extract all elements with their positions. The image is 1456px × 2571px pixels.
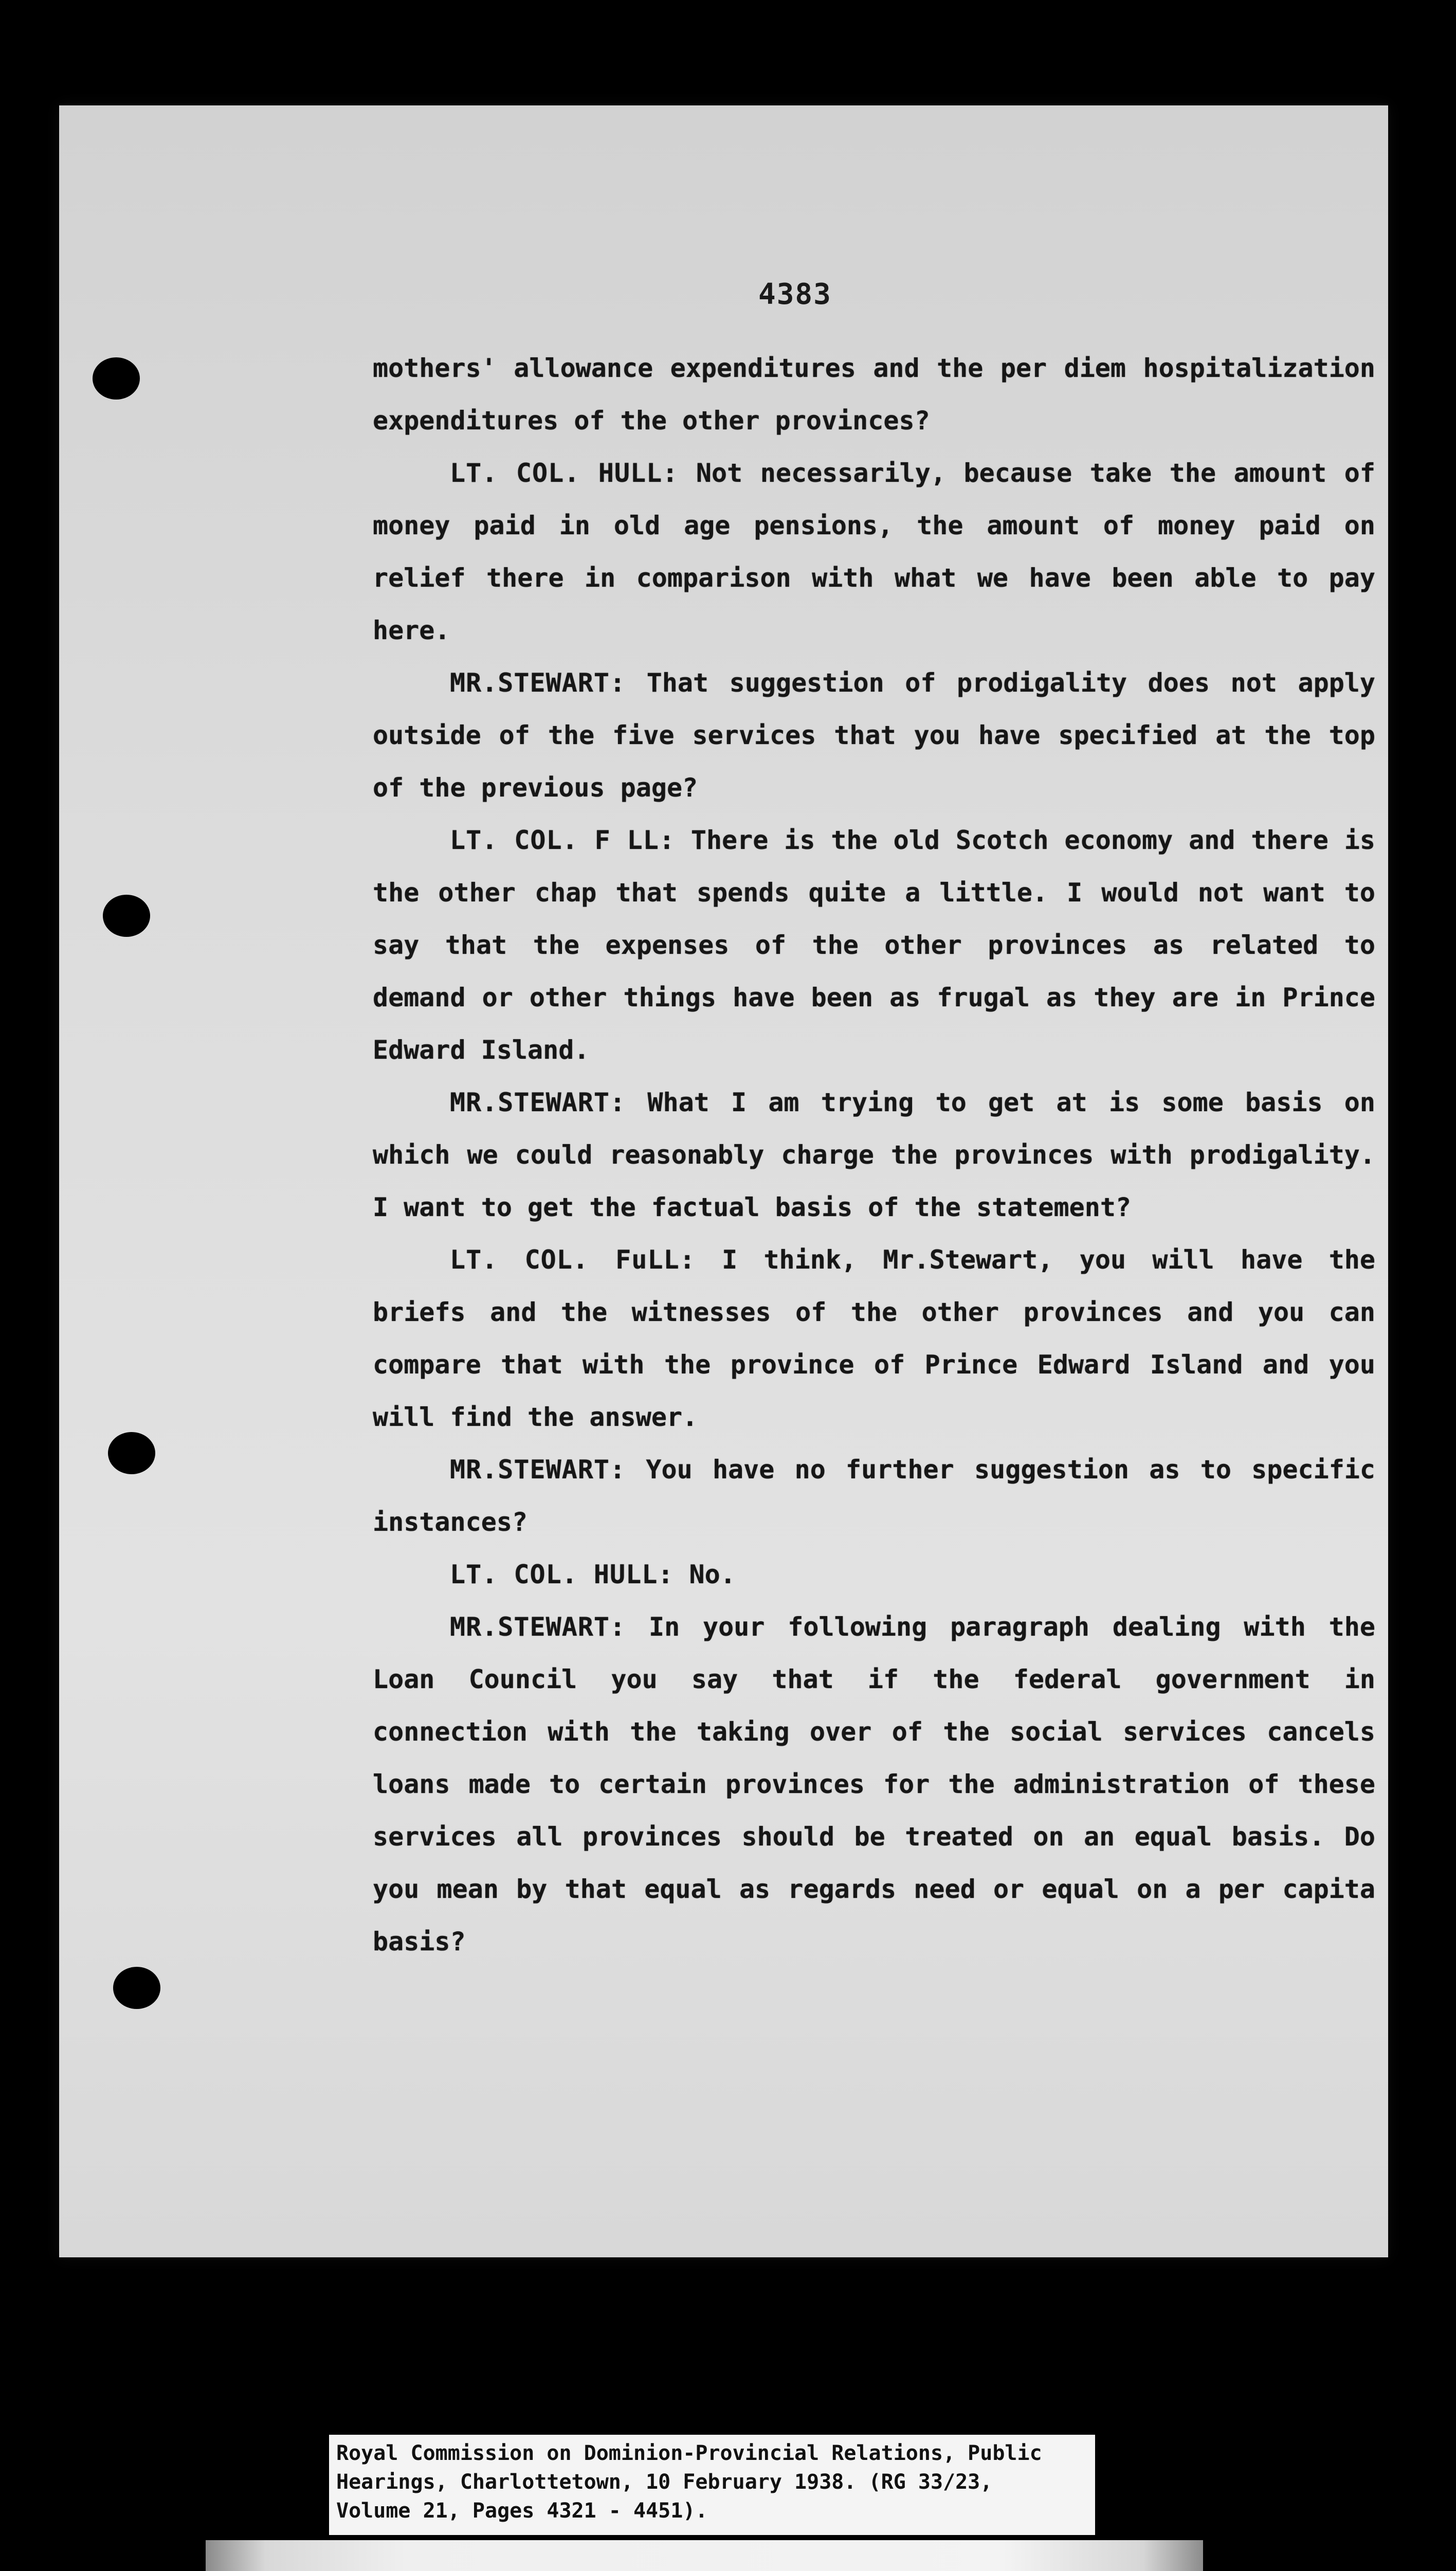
speaker-label: LT. COL. HULL:: [450, 1560, 674, 1589]
paragraph-text: No.: [674, 1560, 736, 1589]
page-number: 4383: [758, 278, 832, 311]
paragraph-text: That suggestion of prodigality does not apply outside of the five services that you have specified at the top of the previous page?: [373, 668, 1375, 803]
paragraph-7: [373, 1548, 1375, 1601]
binder-hole: [113, 1967, 160, 2009]
document-page: [59, 105, 1388, 2257]
archives-stamp: [206, 2540, 1203, 2571]
speaker-label: LT. COL. HULL:: [450, 458, 679, 488]
citation-line: Volume 21, Pages 4321 - 4451).: [336, 2499, 708, 2523]
paragraph-text: You have no further suggestion as to specific instances?: [373, 1455, 1375, 1537]
binder-hole: [103, 895, 150, 937]
citation-line: Royal Commission on Dominion-Provincial Relations, Public: [336, 2441, 1042, 2465]
speaker-label: LT. COL. FuLL:: [450, 1245, 696, 1275]
speaker-label: MR.STEWART:: [450, 1088, 626, 1117]
paragraph-1: [373, 447, 1375, 657]
paragraph-4: [373, 1076, 1375, 1234]
transcript-body: [373, 342, 1375, 1968]
speaker-label: LT. COL. F LL:: [450, 825, 675, 855]
paragraph-2: [373, 657, 1375, 814]
paragraph-3: [373, 814, 1375, 1076]
speaker-label: MR.STEWART:: [450, 1455, 626, 1484]
paragraph-0: [373, 342, 1375, 447]
paragraph-text: In your following paragraph dealing with the Loan Council you say that if the federal government in connection with the taking over of the social services cancels loans made to certain provinces for the administration of these services all provinces should be treated on an equal basis. Do you mean by that equal as regards need or equal on a per capita basis?: [373, 1612, 1375, 1957]
paragraph-text: Not necessarily, because take the amount of money paid in old age pensions, the amount of money paid on relief there in comparison with what we have been able to pay here.: [373, 458, 1376, 645]
paragraph-6: [373, 1443, 1375, 1548]
paragraph-5: [373, 1234, 1375, 1443]
paragraph-text: What I am trying to get at is some basis on which we could reasonably charge the provinces with prodigality. I want to get the factual basis of the statement?: [373, 1088, 1375, 1222]
paragraph-text: mothers' allowance expenditures and the per diem hospitalization expenditures of the other provinces?: [373, 353, 1375, 436]
binder-hole: [108, 1432, 155, 1474]
speaker-label: MR.STEWART:: [450, 668, 626, 698]
paragraph-text: There is the old Scotch economy and there is the other chap that spends quite a little. I would not want to say that the expenses of the other provinces as related to demand or other things have been as frugal as they are in Prince Edward Island.: [373, 825, 1375, 1065]
citation-label: [329, 2435, 1095, 2535]
paragraph-text: I think, Mr.Stewart, you will have the briefs and the witnesses of the other provinces and you can compare that with the province of Prince Edward Island and you will find the answer.: [373, 1245, 1376, 1432]
speaker-label: MR.STEWART:: [450, 1612, 626, 1642]
binder-hole: [93, 357, 140, 400]
citation-line: Hearings, Charlottetown, 10 February 1938. (RG 33/23,: [336, 2470, 993, 2494]
paragraph-8: [373, 1601, 1375, 1968]
